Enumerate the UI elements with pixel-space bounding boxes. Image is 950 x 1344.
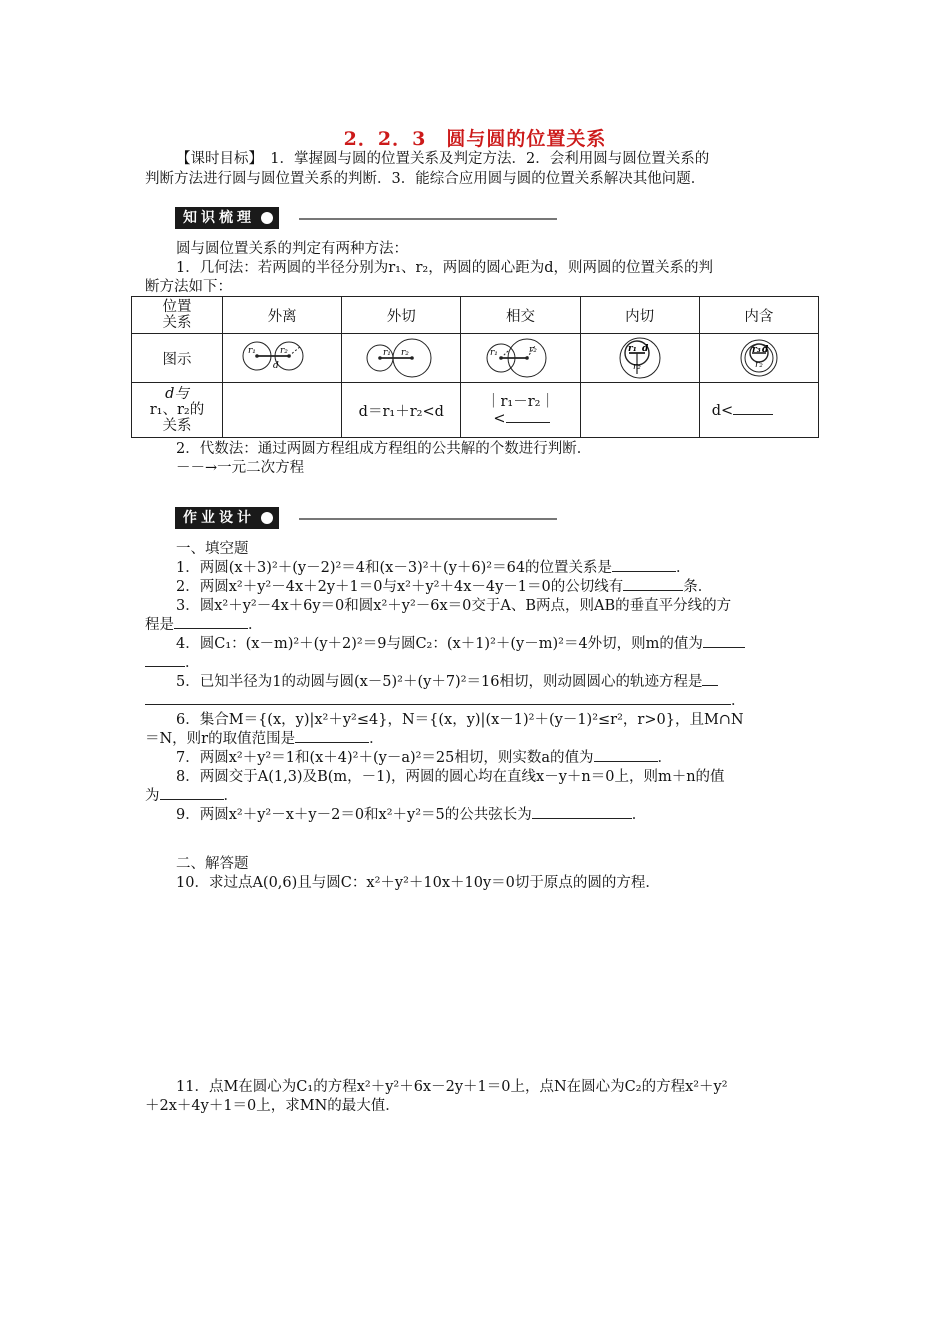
section-rule [299,518,557,520]
fill-blank[interactable] [733,402,773,415]
fill-blank[interactable] [612,559,676,572]
contained-circles-figure [714,336,804,380]
question-10: 10．求过点A(0,6)且与圆C：x²＋y²＋10x＋10y＝0切于原点的圆的方程． [176,875,660,891]
question-5-line-2: ． [145,692,807,710]
table-header-position: 位置 关系 [132,297,223,334]
svg-text:d: d [273,361,279,371]
method1-line-1: 1．几何法：若两圆的半径分别为r₁、r₂，两圆的圆心距为d，则两圆的位置关系的判 [176,260,713,276]
svg-text:r₂: r₂ [401,348,410,358]
section-rule [299,218,557,220]
page-title: 2．2．3 圆与圆的位置关系 [343,128,607,150]
relation-neiqie-cell [580,383,699,438]
figure-neihan [699,334,818,383]
section-homework-heading: 作业设计 [175,507,279,529]
table-header-waili: 外离 [223,297,342,334]
question-4-line-1: 4．圆C₁：(x－m)²＋(y＋2)²＝9与圆C₂：(x＋1)²＋(y－m)²＝4外切，则m的值为 [145,635,807,653]
intersecting-circles-figure [475,336,565,380]
fill-blank[interactable] [295,730,369,743]
fill-blank[interactable] [594,749,658,762]
relation-waiqie-cell: d＝r₁＋r₂<d [342,383,461,438]
method2-line: 2．代数法：通过两圆方程组成方程组的公共解的个数进行判断． [176,441,592,457]
figure-waili [223,334,342,383]
svg-text:d: d [641,344,648,354]
question-11-line-1: 11．点M在圆心为C₁的方程x²＋y²＋6x－2y＋1＝0上，点N在圆心为C₂的方程x²＋y² [176,1079,728,1095]
question-1: 1．两圆(x＋3)²＋(y－2)²＝4和(x－3)²＋(y＋6)²＝64的位置关系是 ． [176,560,691,576]
question-9: 9．两圆x²＋y²－x＋y－2＝0和x²＋y²＝5的公共弦长为 ． [176,807,647,823]
relation-neihan-cell: d< [699,383,818,438]
question-8-line-2: 为 ． [145,788,238,804]
separate-circles-figure [237,336,327,380]
svg-text:r₂: r₂ [529,345,538,355]
question-4-line-2: ． [145,654,807,672]
question-2: 2．两圆x²＋y²－4x＋2y＋1＝0与x²＋y²＋4x－4y－1＝0的公切线有 条． [176,579,713,595]
fill-blank[interactable] [174,616,248,629]
question-7: 7．两圆x²＋y²＝1和(x＋4)²＋(y－a)²＝25相切，则实数a的值为 ． [176,750,673,766]
question-8-line-1: 8．两圆交于A(1,3)及B(m，－1)，两圆的圆心均在直线x－y＋n＝0上，则m＋n的值 [176,769,725,785]
relation-xiangjiao-cell: ｜r₁－r₂｜ < [461,383,580,438]
fill-blank[interactable] [145,654,185,667]
question-5-line-1: 5．已知半径为1的动圆与圆(x－5)²＋(y＋7)²＝16相切，则动圆圆心的轨迹方程是 [145,673,807,691]
svg-text:r₁: r₁ [383,348,392,358]
question-3-line-1: 3．圆x²＋y²－4x＋6y＝0和圆x²＋y²－6x＝0交于A、B两点，则AB的垂直平分线的方 [176,598,732,614]
figure-xiangjiao [461,334,580,383]
fill-blank[interactable] [623,578,683,591]
table-row-label-relation: d与 r₁、r₂的 关系 [132,383,223,438]
internal-tangent-circles-figure [595,336,685,380]
fill-blank[interactable] [506,410,550,423]
fill-blank[interactable] [532,806,632,819]
question-6-line-1: 6．集合M＝{(x，y)|x²＋y²≤4}，N＝{(x，y)|(x－1)²＋(y－1)²≤r²，r>0}，且M∩N [176,712,744,728]
fill-blank[interactable] [703,635,745,648]
figure-waiqie [342,334,461,383]
fill-blank[interactable] [145,692,731,705]
objectives-line-2: 判断方法进行圆与圆位置关系的判断．3．能综合应用圆与圆的位置关系解决其他问题． [145,171,706,187]
knowledge-intro: 圆与圆位置关系的判定有两种方法： [176,241,408,257]
table-header-neiqie: 内切 [580,297,699,334]
table-header-waiqie: 外切 [342,297,461,334]
bullet-dot-icon [261,512,273,524]
table-header-xiangjiao: 相交 [461,297,580,334]
objectives-line-1: 【课时目标】 1．掌握圆与圆的位置关系及判定方法．2．会利用圆与圆位置关系的 [176,151,710,167]
svg-text:r₁: r₁ [627,344,637,354]
svg-text:r₁: r₁ [248,346,257,356]
fill-blank[interactable] [160,787,224,800]
table-header-neihan: 内含 [699,297,818,334]
fill-blank[interactable] [702,673,718,686]
relation-waili-cell [223,383,342,438]
svg-text:d: d [761,345,769,355]
svg-text:r₁: r₁ [490,348,499,358]
svg-text:r₂: r₂ [280,346,289,356]
bullet-dot-icon [261,212,273,224]
relation-table [131,296,819,438]
svg-text:r₃: r₃ [751,345,761,355]
section-knowledge-heading: 知识梳理 [175,207,279,229]
table-row-label-figure: 图示 [132,334,223,383]
method2-sub-line: －－→一元二次方程 [176,460,305,476]
svg-text:r₂: r₂ [754,360,763,370]
part2-heading: 二、解答题 [176,856,249,872]
svg-text:r₂: r₂ [632,362,641,372]
external-tangent-circles-figure [356,336,446,380]
question-11-line-2: ＋2x＋4y＋1＝0上，求MN的最大值． [145,1098,400,1114]
part1-heading: 一、填空题 [176,541,249,557]
figure-neiqie [580,334,699,383]
question-6-line-2: ＝N，则r的取值范围是 ． [145,731,384,747]
method1-line-2: 断方法如下： [145,279,232,295]
question-3-line-2: 程是 ． [145,617,263,633]
